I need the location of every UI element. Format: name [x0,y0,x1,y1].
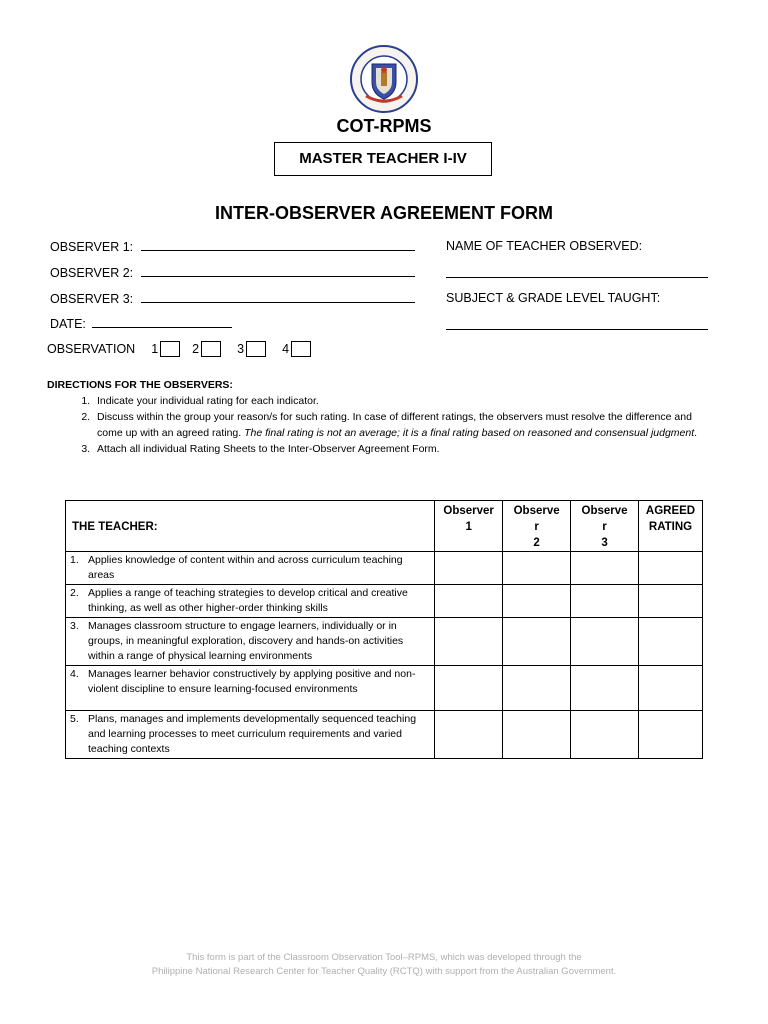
indicator-cell: 1. Applies knowledge of content within and across curriculum teaching areas [66,552,435,585]
rating-table [65,500,703,759]
col-teacher-header: THE TEACHER: [66,501,435,552]
footer-line-2: Philippine National Research Center for Teacher Quality (RCTQ) with support from the Australian Government. [151,966,617,977]
observer1-rating-cell[interactable] [435,666,503,711]
table-header-row [66,501,703,552]
observation-number: 3 [237,342,245,356]
observer2-rating-cell[interactable] [503,666,571,711]
observation-1-checkbox[interactable] [160,341,180,357]
agreed-rating-cell[interactable] [639,666,703,711]
agreed-rating-cell[interactable] [639,618,703,666]
observer2-rating-cell[interactable] [503,552,571,585]
direction-item: 1. Indicate your individual rating for each indicator. [93,393,715,409]
agreed-rating-cell[interactable] [639,711,703,759]
directions-section [47,377,715,457]
observation-number: 4 [282,342,290,356]
observer3-field[interactable] [50,291,415,306]
observation-4-checkbox[interactable] [291,341,311,357]
directions-heading: DIRECTIONS FOR THE OBSERVERS: [47,379,233,391]
indicator-cell: 5. Plans, manages and implements developmentally sequenced teaching and learning processes to meet curriculum requirements and varied teaching contexts [66,711,435,759]
deped-seal-icon [346,44,422,114]
document-title: COT-RPMS [336,116,432,136]
col-observer2-header: Observe r 2 [503,501,571,552]
observer3-label: OBSERVER 3: [50,292,134,306]
observation-3-checkbox[interactable] [246,341,266,357]
observer2-field[interactable] [50,265,415,280]
footer-line-1: This form is part of the Classroom Observation Tool–RPMS, which was developed through the [186,952,582,963]
observation-row [47,341,311,357]
subject-grade-label: SUBJECT & GRADE LEVEL TAUGHT: [446,291,661,305]
observer3-rating-cell[interactable] [571,552,639,585]
agreed-rating-cell[interactable] [639,552,703,585]
teacher-observed-line[interactable] [446,266,708,278]
date-line[interactable] [92,316,232,328]
direction-item: 3. Attach all individual Rating Sheets to the Inter-Observer Agreement Form. [93,441,715,457]
observer2-rating-cell[interactable] [503,711,571,759]
observer1-rating-cell[interactable] [435,618,503,666]
observer3-rating-cell[interactable] [571,711,639,759]
col-observer1-header: Observer 1 [435,501,503,552]
position-label-box: MASTER TEACHER I-IV [274,142,492,176]
observer1-rating-cell[interactable] [435,585,503,618]
observer1-label: OBSERVER 1: [50,240,134,254]
observer2-rating-cell[interactable] [503,585,571,618]
agreed-rating-cell[interactable] [639,585,703,618]
observation-number: 2 [192,342,200,356]
form-title: INTER-OBSERVER AGREEMENT FORM [214,203,554,223]
observer1-field[interactable] [50,239,415,254]
observer3-rating-cell[interactable] [571,618,639,666]
observation-number: 1 [151,342,159,356]
table-row [66,618,703,666]
indicator-cell: 4. Manages learner behavior constructively by applying positive and non-violent discipline to ensure learning-focused environments [66,666,435,711]
table-row [66,585,703,618]
indicator-cell: 3. Manages classroom structure to engage learners, individually or in groups, in meaningful exploration, discovery and hands-on activities within a range of physical learning environments [66,618,435,666]
observer2-label: OBSERVER 2: [50,266,134,280]
observer2-line[interactable] [141,265,415,277]
col-observer3-header: Observe r 3 [571,501,639,552]
direction-item: 2. Discuss within the group your reason/s for such rating. In case of different ratings, the observers must resolve the difference and come up with an agreed rating. The final rating is not an average; it is a final rating based on reasoned and consensual judgment. [93,409,715,441]
teacher-observed-label: NAME OF TEACHER OBSERVED: [446,239,643,253]
observation-label: OBSERVATION [47,342,136,356]
footer-note [0,951,768,979]
indicator-cell: 2. Applies a range of teaching strategies to develop critical and creative thinking, as well as other higher-order thinking skills [66,585,435,618]
observer3-line[interactable] [141,291,415,303]
date-field[interactable] [50,316,232,331]
table-row [66,666,703,711]
subject-grade-line[interactable] [446,318,708,330]
observer2-rating-cell[interactable] [503,618,571,666]
observer3-rating-cell[interactable] [571,585,639,618]
table-row [66,552,703,585]
col-agreed-header: AGREED RATING [639,501,703,552]
date-label: DATE: [50,317,86,331]
observation-2-checkbox[interactable] [201,341,221,357]
observer1-line[interactable] [141,239,415,251]
observer3-rating-cell[interactable] [571,666,639,711]
observer1-rating-cell[interactable] [435,711,503,759]
observer1-rating-cell[interactable] [435,552,503,585]
table-row [66,711,703,759]
